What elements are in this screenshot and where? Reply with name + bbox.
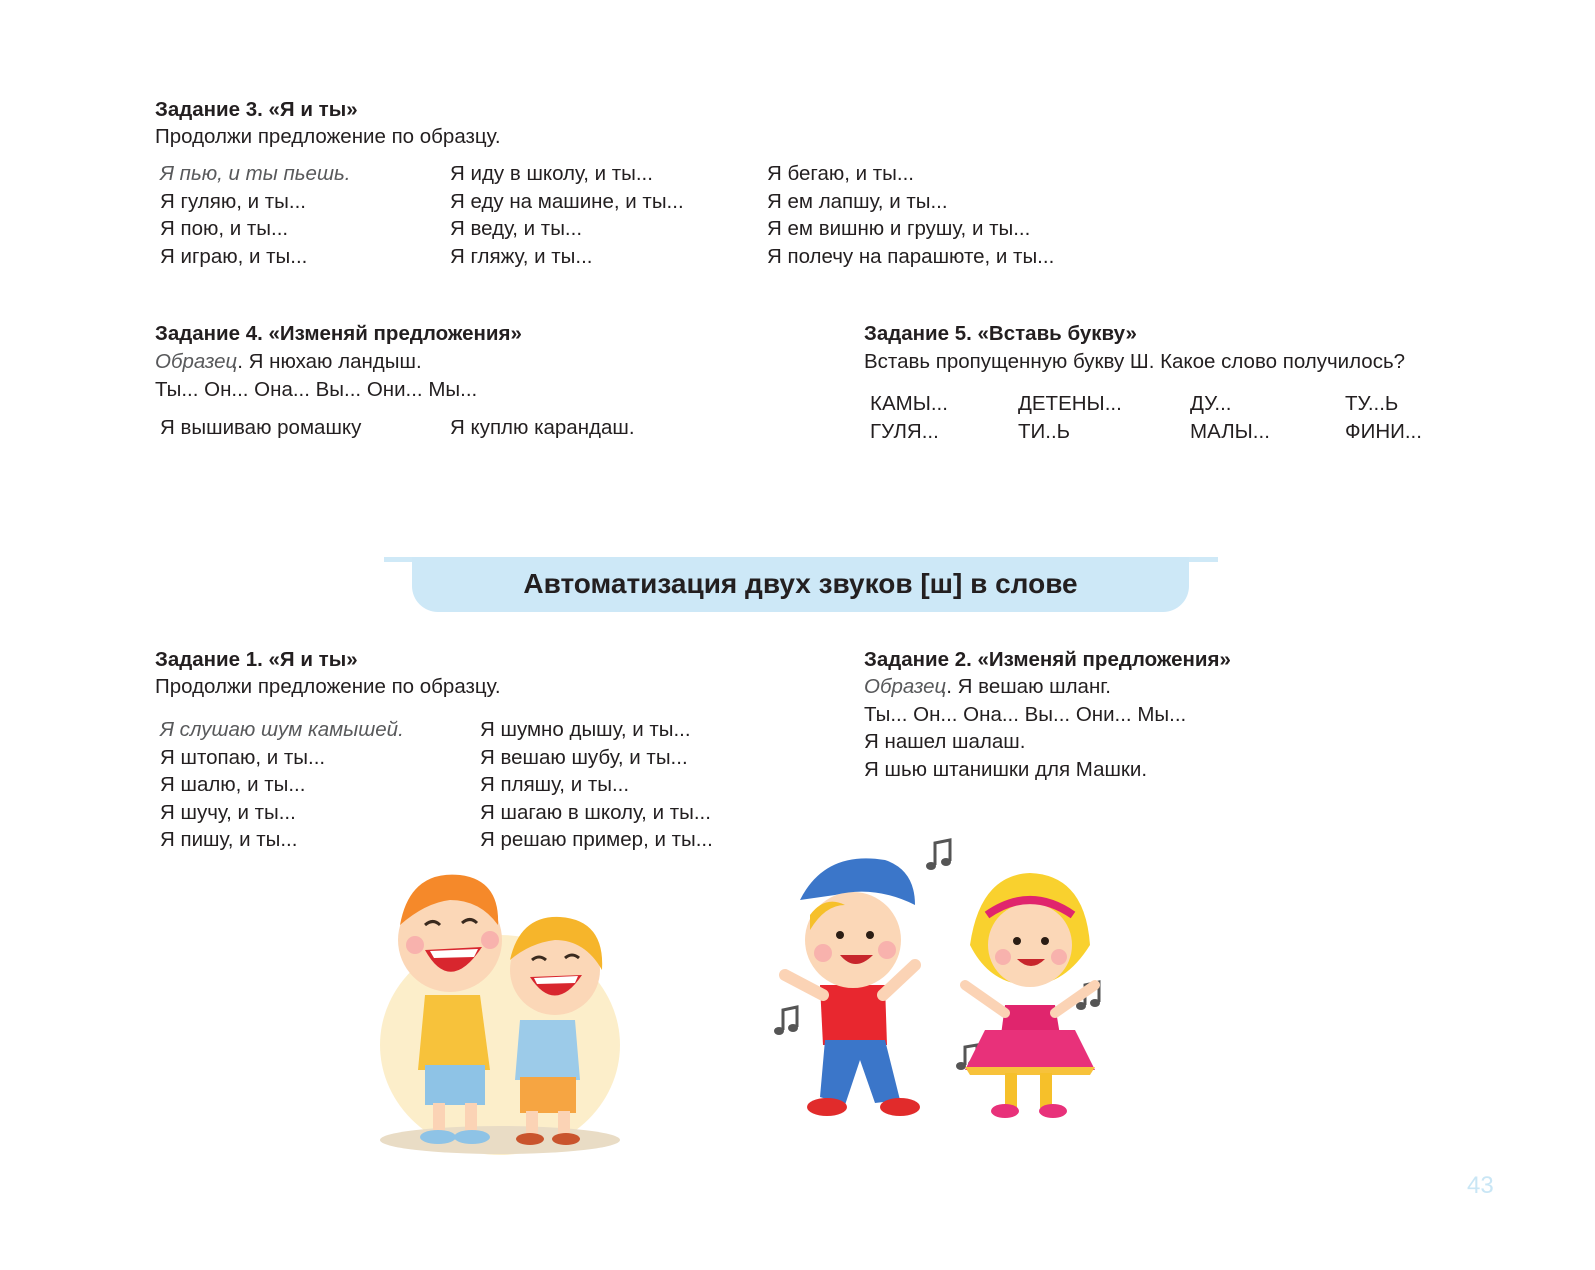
list-item: Я гуляю, и ты...: [160, 189, 306, 213]
list-item: Я иду в школу, и ты...: [450, 162, 653, 185]
list-item: Я полечу на парашюте, и ты...: [767, 244, 1055, 268]
list-item: Я решаю пример, и ты...: [480, 828, 713, 851]
list-item: Я шучу, и ты...: [160, 800, 296, 824]
task4-sentence-2: Я куплю карандаш.: [450, 416, 635, 439]
task5-word: ТУ...Ь: [1345, 392, 1399, 415]
list-item: Я штопаю, и ты...: [160, 745, 326, 769]
b-task1-example: Я слушаю шум камышей.: [160, 718, 404, 741]
list-item: Я шалю, и ты...: [160, 773, 306, 796]
task3-column-1: [160, 160, 350, 270]
task5-word: ДЕТЕНЫ...: [1018, 392, 1122, 415]
list-item: Я пишу, и ты...: [160, 828, 298, 851]
task4-sentence-1: Я вышиваю ромашку: [160, 416, 362, 439]
list-item: Я шумно дышу, и ты...: [480, 718, 691, 741]
task3-title: Задание 3. «Я и ты»: [155, 98, 358, 121]
task4-example: Образец. Я нюхаю ландыш.: [155, 350, 422, 373]
b-task1-instruction: Продолжи предложение по образцу.: [155, 675, 501, 698]
task5-word: ДУ...: [1190, 392, 1232, 415]
task5-instruction: Вставь пропущенную букву Ш. Какое слово получилось?: [864, 350, 1406, 373]
task3-instruction: Продолжи предложение по образцу.: [155, 125, 501, 148]
list-item: Я бегаю, и ты...: [767, 162, 914, 185]
task4-title: Задание 4. «Изменяй предложения»: [155, 322, 522, 345]
b-task1-column-2: [480, 716, 713, 854]
list-item: Я пою, и ты...: [160, 217, 289, 240]
list-item: Я ем вишню и грушу, и ты...: [767, 217, 1031, 240]
task5-word: ГУЛЯ...: [870, 420, 939, 443]
b-task2-sentence-1: Я нашел шалаш.: [864, 730, 1026, 753]
dancing-kids-illustration: [765, 835, 1125, 1150]
list-item: Я вешаю шубу, и ты...: [480, 745, 688, 769]
task3-column-2: [450, 160, 684, 270]
task4-pronouns: Ты... Он... Она... Вы... Они... Мы...: [155, 378, 478, 401]
list-item: Я гляжу, и ты...: [450, 244, 593, 268]
list-item: Я веду, и ты...: [450, 217, 583, 240]
section-title: Автоматизация двух звуков [ш] в слове: [523, 568, 1078, 599]
list-item: Я ем лапшу, и ты...: [767, 189, 948, 213]
list-item: Я шагаю в школу, и ты...: [480, 800, 711, 824]
list-item: Я пляшу, и ты...: [480, 773, 630, 796]
list-item: Я еду на машине, и ты...: [450, 189, 684, 213]
b-task1-title: Задание 1. «Я и ты»: [155, 648, 358, 671]
b-task1-column-1: [160, 716, 404, 854]
b-task2-title: Задание 2. «Изменяй предложения»: [864, 648, 1231, 671]
task5-word: ФИНИ...: [1345, 420, 1422, 443]
task3-example: Я пью, и ты пьешь.: [160, 162, 351, 185]
b-task2-pronouns: Ты... Он... Она... Вы... Они... Мы...: [864, 703, 1187, 726]
list-item: Я играю, и ты...: [160, 244, 308, 268]
task5-word: ТИ..Ь: [1018, 420, 1071, 443]
task5-word: КАМЫ...: [870, 392, 948, 415]
task5-title: Задание 5. «Вставь букву»: [864, 322, 1137, 345]
laughing-boys-illustration: [370, 855, 640, 1165]
b-task2-example: Образец. Я вешаю шланг.: [864, 675, 1111, 698]
b-task2-sentence-2: Я шью штанишки для Машки.: [864, 758, 1148, 781]
task5-word: МАЛЫ...: [1190, 420, 1270, 443]
page-number: 43: [1467, 1172, 1494, 1199]
task3-column-3: [767, 160, 1054, 270]
